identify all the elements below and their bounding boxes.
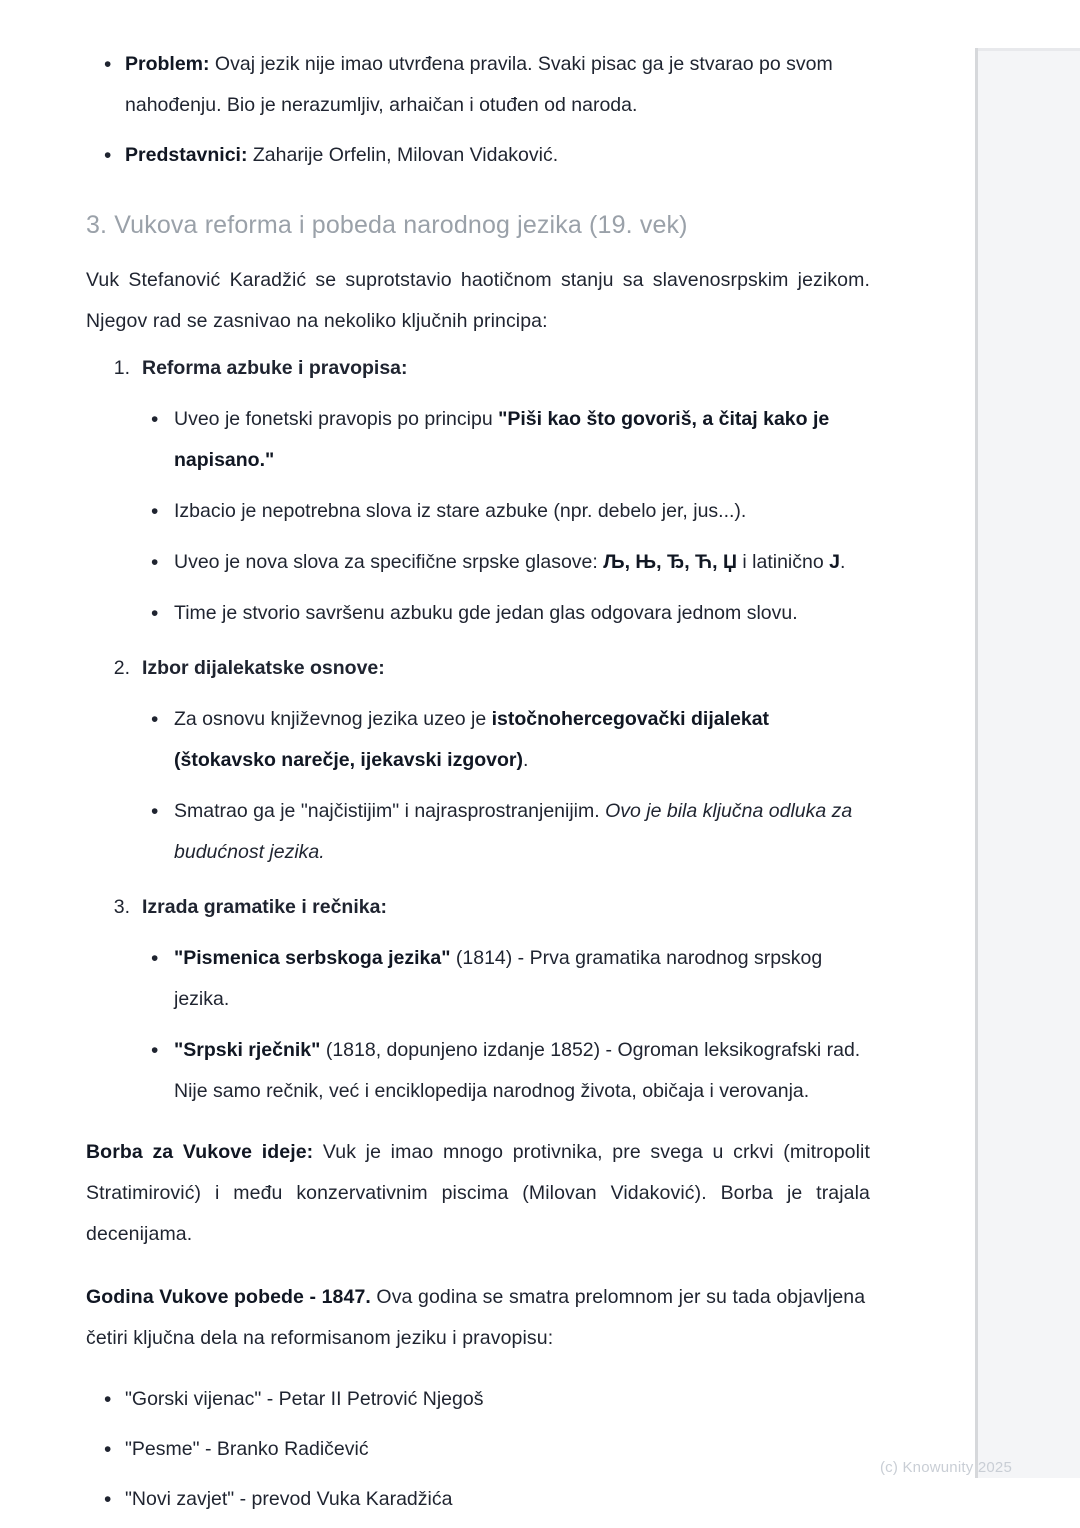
- paragraph-text: Vuk je imao mnogo protivnika, pre svega u crkvi (mitropolit Stratimirović) i među konzervativnim piscima (Milovan Vidaković). Borba je trajala decenijama.: [86, 1141, 870, 1245]
- bullet-text: Za osnovu književnog jezika uzeo je: [174, 708, 492, 730]
- works-bullet-list: [86, 1379, 870, 1520]
- list-item: [100, 648, 870, 873]
- list-item: [100, 348, 870, 634]
- bullet-emphasis-2: J: [829, 551, 840, 573]
- bullet-emphasis: Љ, Њ, Ђ, Ћ, Џ: [603, 551, 737, 573]
- list-item: [142, 791, 870, 873]
- bullet-label: Predstavnici:: [125, 144, 248, 166]
- bullet-text-2: i latinično: [736, 551, 830, 573]
- paragraph-godina: [86, 1277, 870, 1359]
- section-heading: 3. Vukova reforma i pobeda narodnog jezika (19. vek): [86, 211, 688, 239]
- paragraph-borba: [86, 1132, 870, 1255]
- paragraph-label: Borba za Vukove ideje:: [86, 1141, 314, 1163]
- bullet-italic: Ovo je bila ključna odluka za budućnost jezika.: [174, 800, 853, 863]
- bullet-text: (1814) - Prva gramatika narodnog srpskog jezika.: [174, 947, 823, 1010]
- principles-list-wrapper: [100, 348, 870, 1112]
- bullet-text: Uveo je nova slova za specifične srpske glasove:: [174, 551, 604, 573]
- list-item-title: Izbor dijalekatske osnove:: [142, 657, 385, 679]
- list-item: [86, 1479, 870, 1520]
- list-item: [142, 699, 870, 781]
- list-item: [100, 887, 870, 1112]
- sub-bullet-list: [142, 399, 870, 634]
- bullet-text: (1818, dopunjeno izdanje 1852) - Ogroman leksikografski rad. Nije samo rečnik, već i enciklopedija narodnog života, običaja i verovanja.: [174, 1039, 861, 1102]
- sub-bullet-list: [142, 699, 870, 873]
- sub-bullet-list: [142, 938, 870, 1112]
- list-item: [142, 938, 870, 1020]
- bullet-emphasis: istočnohercegovački dijalekat (štokavsko narečje, ijekavski izgovor): [174, 708, 770, 771]
- list-item-title: Izrada gramatike i rečnika:: [142, 896, 387, 918]
- bullet-text: "Gorski vijenac" - Petar II Petrović Njegoš: [125, 1388, 484, 1410]
- list-item: [142, 491, 870, 532]
- list-number: 3.: [113, 896, 130, 918]
- list-number: 2.: [113, 657, 130, 679]
- list-item: [142, 593, 870, 634]
- intro-bullet-list: [86, 44, 870, 176]
- list-item-title: Reforma azbuke i pravopisa:: [142, 357, 408, 379]
- list-item: [86, 135, 870, 176]
- paragraph-text: Ova godina se smatra prelomnom jer su tada objavljena četiri ključna dela na reformisanom jeziku i pravopisu:: [86, 1286, 866, 1349]
- list-item: [86, 1429, 870, 1470]
- list-item: [86, 1379, 870, 1420]
- bullet-label: Problem:: [125, 53, 210, 75]
- bullet-text: Ovaj jezik nije imao utvrđena pravila. Svaki pisac ga je stvarao po svom nahođenju. Bio je nerazumljiv, arhaičan i otuđen od naroda.: [125, 53, 833, 116]
- copyright-watermark: (c) Knowunity 2025: [879, 1459, 1012, 1476]
- list-item: [142, 542, 870, 583]
- list-item: [142, 399, 870, 481]
- bullet-text: Uveo je fonetski pravopis po principu: [174, 408, 499, 430]
- right-side-panel[interactable]: [975, 48, 1080, 1478]
- bullet-text-2: .: [523, 749, 529, 771]
- list-item: [86, 44, 870, 126]
- paragraph-label: Godina Vukove pobede - 1847.: [86, 1286, 371, 1308]
- list-item: [142, 1030, 870, 1112]
- bullet-text: "Pesme" - Branko Radičević: [125, 1438, 369, 1460]
- bullet-text: Time je stvorio savršenu azbuku gde jedan glas odgovara jednom slovu.: [174, 602, 798, 624]
- section-intro-paragraph: Vuk Stefanović Karadžić se suprotstavio haotičnom stanju sa slavenosrpskim jezikom. Njegov rad se zasnivao na nekoliko ključnih principa:: [86, 269, 870, 332]
- bullet-text: Izbacio je nepotrebna slova iz stare azbuke (npr. debelo jer, jus...).: [174, 500, 747, 522]
- bullet-emphasis: "Piši kao što govoriš, a čitaj kako je napisano.": [174, 408, 830, 471]
- bullet-emphasis: "Srpski rječnik": [174, 1039, 321, 1061]
- bullet-text-3: .: [839, 551, 846, 573]
- list-number: 1.: [113, 357, 130, 379]
- principles-numbered-list: [100, 348, 870, 1112]
- bullet-text: "Novi zavjet" - prevod Vuka Karadžića: [125, 1488, 453, 1510]
- bullet-emphasis: "Pismenica serbskoga jezika": [174, 947, 451, 969]
- bullet-text: Smatrao ga je "najčistijim" i najrasprostranjenijim.: [174, 800, 606, 822]
- bullet-text: Zaharije Orfelin, Milovan Vidaković.: [247, 144, 559, 166]
